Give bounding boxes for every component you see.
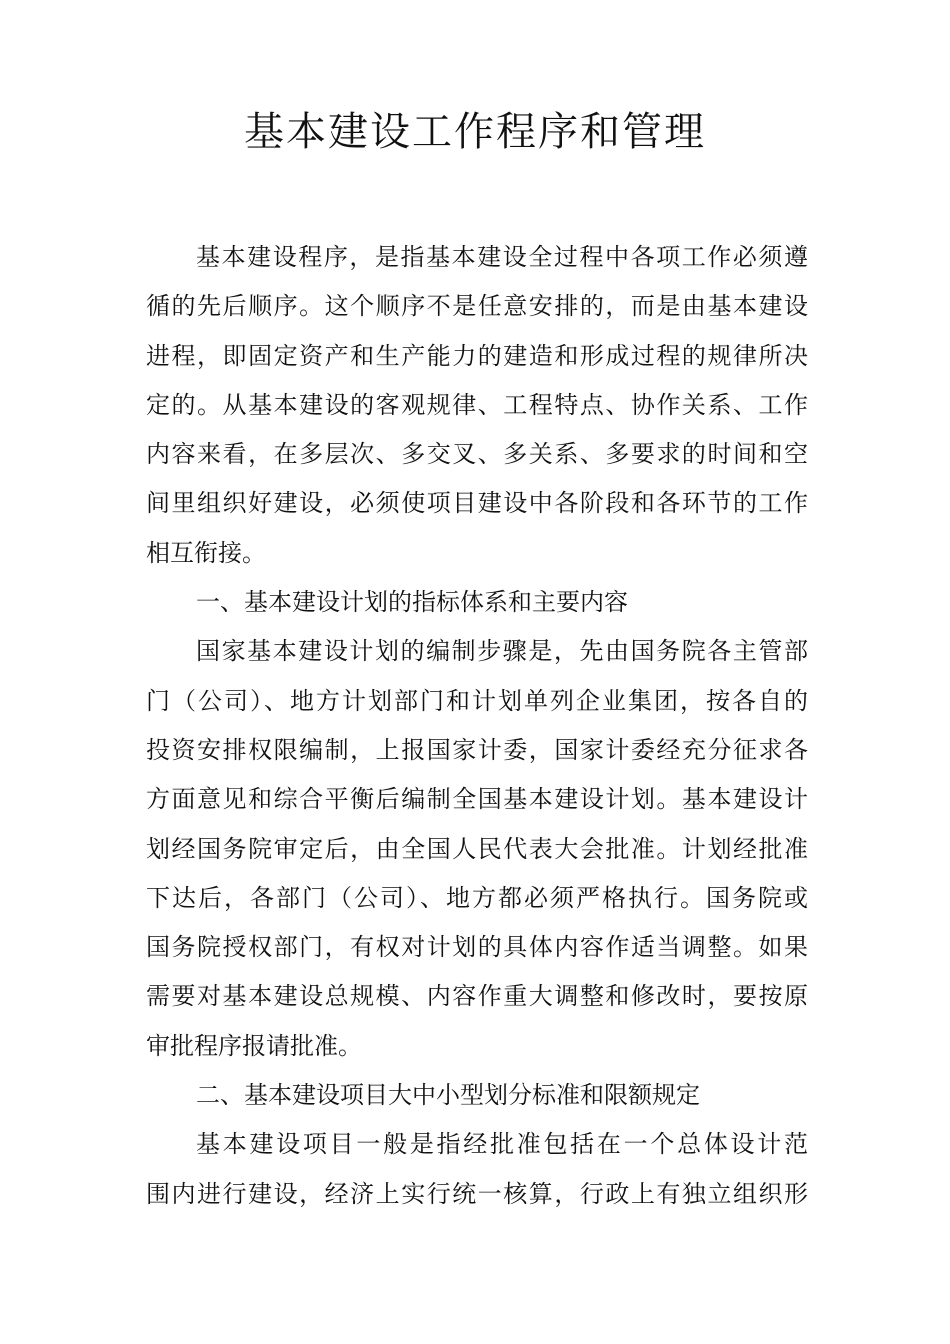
text-line: 门（公司）、地方计划部门和计划单列企业集团，按各自的 <box>146 686 808 715</box>
text-line: 基本建设程序，是指基本建设全过程中各项工作必须遵 <box>196 243 808 271</box>
text-line: 定的。从基本建设的客观规律、工程特点、协作关系、工作 <box>146 390 808 419</box>
text-line: 一、基本建设计划的指标体系和主要内容 <box>196 588 628 617</box>
text-line: 间里组织好建设，必须使项目建设中各阶段和各环节的工作 <box>146 489 808 518</box>
text-line: 划经国务院审定后，由全国人民代表大会批准。计划经批准 <box>146 834 808 863</box>
text-line: 需要对基本建设总规模、内容作重大调整和修改时，要按原 <box>146 982 808 1011</box>
text-line: 进程，即固定资产和生产能力的建造和形成过程的规律所决 <box>146 341 808 370</box>
text-line: 循的先后顺序。这个顺序不是任意安排的，而是由基本建设 <box>146 292 808 321</box>
text-line: 二、基本建设项目大中小型划分标准和限额规定 <box>196 1081 700 1110</box>
text-line: 投资安排权限编制，上报国家计委，国家计委经充分征求各 <box>146 735 808 764</box>
text-line: 国务院授权部门，有权对计划的具体内容作适当调整。如果 <box>146 933 808 962</box>
text-line: 下达后，各部门（公司）、地方都必须严格执行。国务院或 <box>146 883 808 912</box>
document-title: 基本建设工作程序和管理 <box>244 109 706 155</box>
text-line: 方面意见和综合平衡后编制全国基本建设计划。基本建设计 <box>146 785 808 814</box>
text-line: 围内进行建设，经济上实行统一核算，行政上有独立组织形 <box>146 1179 808 1208</box>
text-line: 内容来看，在多层次、多交叉、多关系、多要求的时间和空 <box>146 440 808 469</box>
document-body <box>146 233 808 1219</box>
text-line: 国家基本建设计划的编制步骤是，先由国务院各主管部 <box>196 637 808 666</box>
text-line: 基本建设项目一般是指经批准包括在一个总体设计范 <box>196 1130 808 1159</box>
text-line: 相互衔接。 <box>146 538 266 567</box>
text-line: 审批程序报请批准。 <box>146 1031 362 1060</box>
